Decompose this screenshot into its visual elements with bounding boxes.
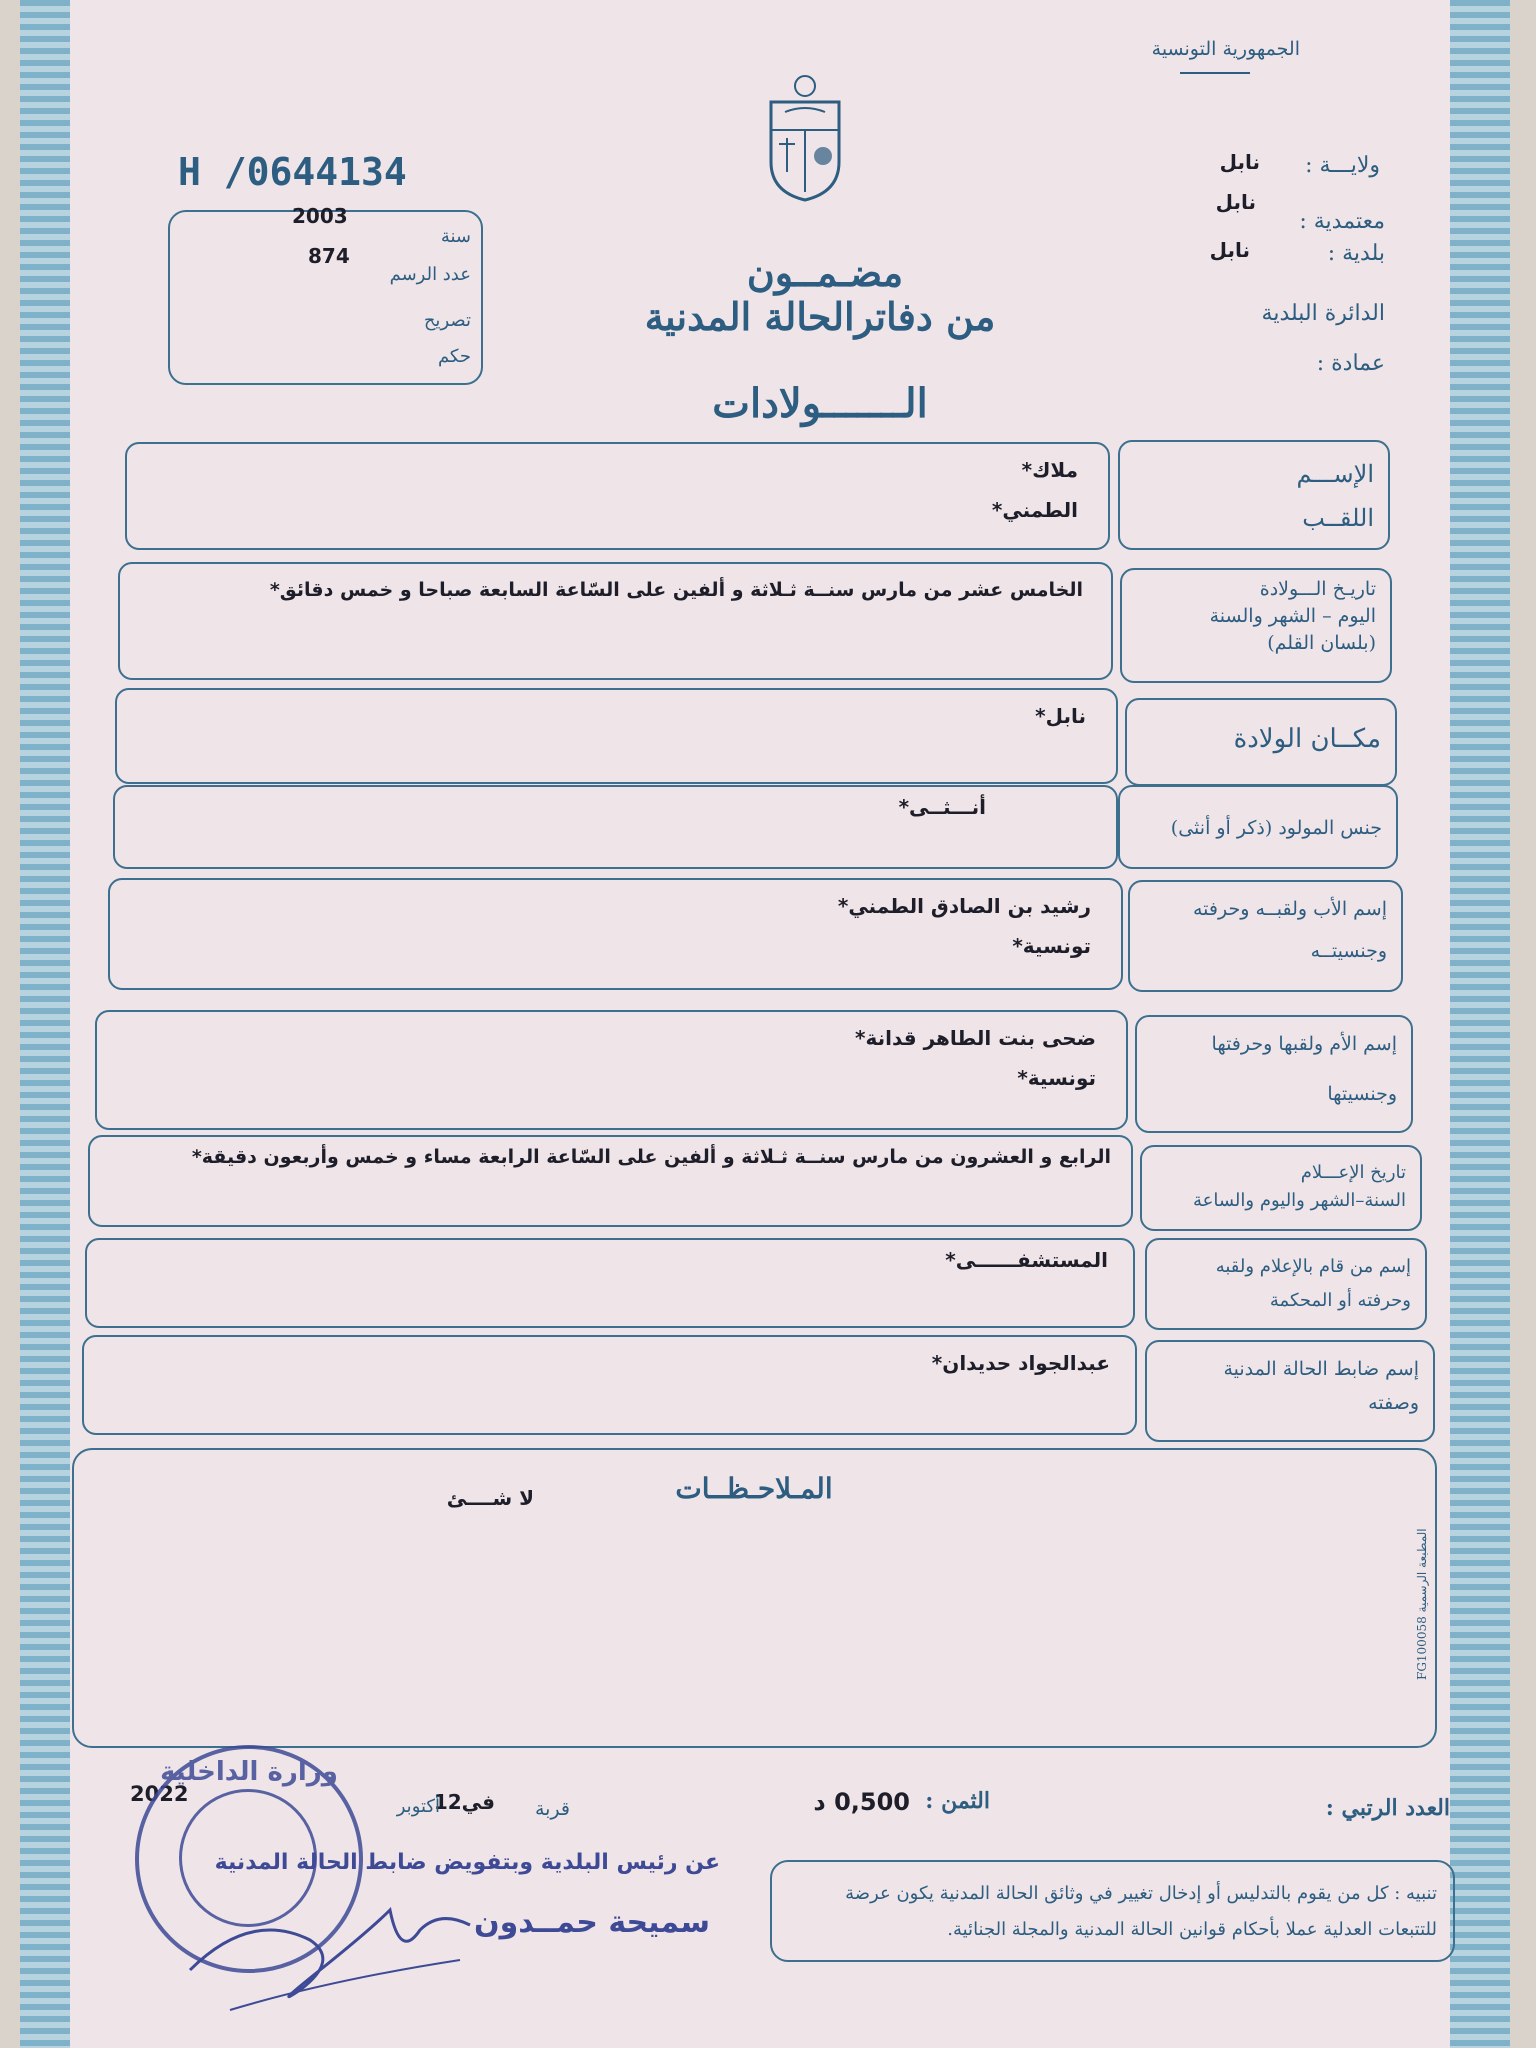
birth-date-value: الخامس عشر من مارس سنــة ثـلاثة و ألفين على السّاعة السابعة صباحا و خمس دقائق* (269, 579, 1083, 601)
father-value-box (108, 878, 1123, 990)
issue-place: قربة (534, 1798, 570, 1820)
document-serial-number: H /0644134 (178, 150, 407, 194)
right-security-border (1450, 0, 1510, 2048)
remarks-value: لا شــــئ (446, 1486, 534, 1510)
issue-year: 2022 (130, 1782, 189, 1806)
baladia-label: بلدية : (1327, 241, 1385, 266)
birth-date-value-box (118, 562, 1113, 680)
declaration-date-label-box (1140, 1145, 1422, 1231)
birth-date-format-label: اليوم – الشهر والسنة (1209, 605, 1376, 627)
father-label: إسم الأب ولقبــه وحرفته (1193, 898, 1387, 920)
section-title-births: الـــــــولادات (712, 380, 928, 427)
name-value: ملاك* (1021, 458, 1078, 482)
price-value: 0,500 د (813, 1788, 910, 1816)
father-nationality-label: وجنسيتــه (1310, 940, 1387, 962)
declaration-date-label: تاريخ الإعـــلام (1300, 1162, 1406, 1183)
left-security-border (20, 0, 72, 2048)
officer-role-label: وصفته (1368, 1392, 1419, 1414)
name-value-box (125, 442, 1110, 550)
serial-number-label: العدد الرتبي : (1325, 1795, 1450, 1821)
sex-label: جنس المولود (ذكر أو أنثى) (1170, 817, 1382, 839)
motamadia-value: نابل (1215, 190, 1256, 214)
price-label: الثمن : (925, 1788, 990, 1814)
republic-heading: الجمهورية التونسية (1151, 38, 1300, 60)
mother-value-box (95, 1010, 1128, 1130)
birth-date-label: تاريـخ الـــولادة (1259, 578, 1376, 600)
stamp-text: وزارة الداخلية (160, 1757, 338, 1787)
register-box (168, 204, 483, 385)
sex-value: أنـــثــى* (898, 795, 986, 819)
register-year-value: 2003 (292, 204, 348, 228)
officer-label-box (1145, 1340, 1435, 1442)
birth-date-label-box (1120, 568, 1392, 683)
tunisia-coat-of-arms-icon (765, 72, 845, 202)
register-record-label: عدد الرسم (389, 264, 471, 285)
declarant-label: إسم من قام بالإعلام ولقبه (1215, 1256, 1411, 1277)
mother-label-box (1135, 1015, 1413, 1133)
officer-label: إسم ضابط الحالة المدنية (1223, 1358, 1419, 1380)
wilaya-value: نابل (1219, 150, 1260, 174)
issue-day: في12 (433, 1790, 495, 1814)
birth-place-label: مكــان الولادة (1233, 724, 1381, 754)
signatory-name: سميحة حمــدون (474, 1905, 710, 1940)
declaration-date-format-label: السنة–الشهر واليوم والساعة (1192, 1190, 1406, 1211)
declarant-label-box (1145, 1238, 1427, 1330)
officer-value-box (82, 1335, 1137, 1435)
handwritten-signature (170, 1870, 490, 2020)
wilaya-label: ولايـــة : (1305, 153, 1380, 178)
remarks-label: المـلاحـظــات (675, 1472, 833, 1505)
declaration-date-value-box (88, 1135, 1133, 1227)
surname-label: اللقــب (1302, 504, 1374, 532)
birth-place-label-box (1125, 698, 1397, 786)
register-year-label: سنة (440, 226, 471, 247)
declaration-date-value: الرابع و العشرون من مارس سنــة ثـلاثة و ألفين على السّاعة الرابعة مساء و خمس وأربعون دقيقة* (191, 1146, 1111, 1168)
birth-date-in-words-label: (بلسان القلم) (1267, 632, 1376, 654)
baladia-value: نابل (1209, 238, 1250, 262)
document-title-line1: مضـمــون (746, 250, 904, 295)
father-nationality-value: تونسية* (1012, 934, 1091, 958)
mother-nationality-value: تونسية* (1017, 1066, 1096, 1090)
register-judgment-label: حكم (437, 346, 471, 367)
register-declaration-label: تصريح (423, 310, 471, 331)
declarant-role-label: وحرفته أو المحكمة (1269, 1290, 1411, 1311)
mother-label: إسم الأم ولقبها وحرفتها (1211, 1033, 1397, 1055)
birth-place-value-box (115, 688, 1118, 784)
municipal-district-label: الدائرة البلدية (1261, 301, 1385, 326)
officer-value: عبدالجواد حديدان* (931, 1351, 1110, 1375)
republic-underline (1180, 72, 1250, 74)
omada-label: عمادة : (1316, 351, 1385, 376)
declarant-value: المستشفــــــى* (945, 1248, 1108, 1272)
surname-value: الطمني* (991, 498, 1078, 522)
register-record-value: 874 (308, 244, 350, 268)
father-label-box (1128, 880, 1403, 992)
printer-code: المطبعة الرسمية FG100058 (1415, 1528, 1429, 1680)
sex-label-box (1118, 785, 1398, 869)
warning-text: تنبيه : كل من يقوم بالتدليس أو إدخال تغيير في وثائق الحالة المدنية يكون عرضة للتتبعات العدلية عملا بأحكام قوانين الحالة المدنية والمجلة الجنائية. (845, 1883, 1437, 1940)
name-label-box (1118, 440, 1390, 550)
remarks-box (72, 1448, 1437, 1748)
mother-nationality-label: وجنسيتها (1327, 1083, 1397, 1105)
declarant-value-box (85, 1238, 1135, 1328)
issue-month: أكتوبر (396, 1796, 440, 1817)
motamadia-label: معتمدية : (1299, 209, 1385, 234)
document-title-line2: من دفاترالحالة المدنية (644, 294, 996, 339)
warning-box (770, 1860, 1455, 1962)
father-name-value: رشيد بن الصادق الطمني* (837, 894, 1091, 918)
signatory-authority: عن رئيس البلدية وبتفويض ضابط الحالة المدنية (214, 1850, 720, 1875)
sex-value-box (113, 785, 1118, 869)
name-label: الإســـم (1296, 460, 1374, 488)
birth-place-value: نابل* (1035, 704, 1086, 728)
mother-name-value: ضحى بنت الطاهر قدانة* (855, 1026, 1096, 1050)
